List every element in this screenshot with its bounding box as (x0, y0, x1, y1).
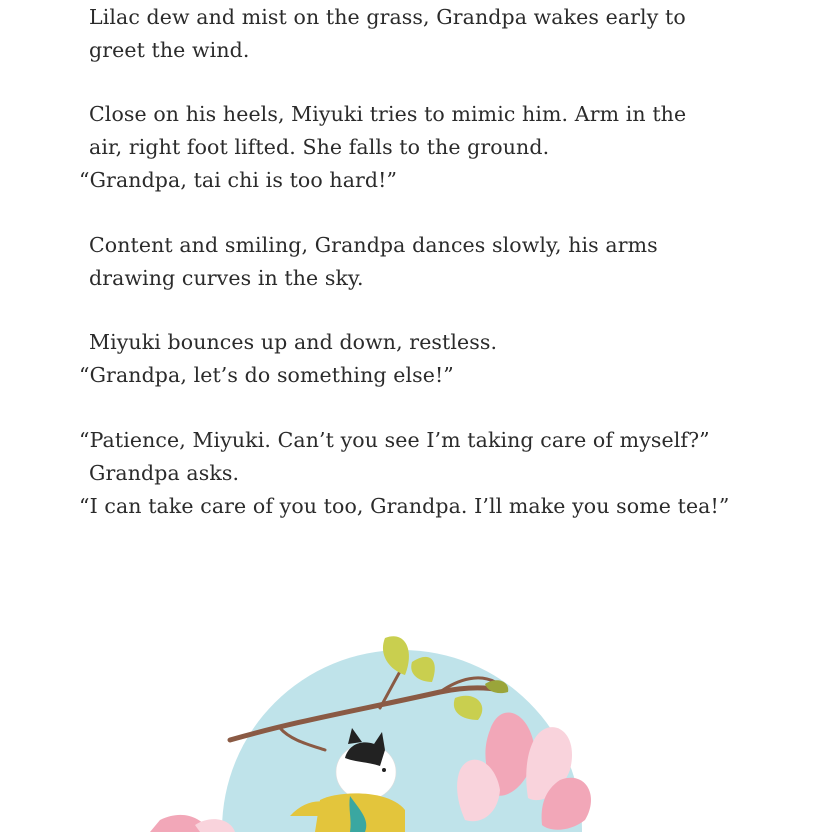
story-line: “Grandpa, tai chi is too hard!” (79, 168, 398, 192)
story-line: Close on his heels, Miyuki tries to mimic him. Arm in the (89, 102, 687, 126)
story-line: Lilac dew and mist on the grass, Grandpa wakes early to (89, 5, 686, 29)
magnolia-flower (150, 815, 235, 832)
story-line: Miyuki bounces up and down, restless. (89, 330, 498, 354)
story-line: Content and smiling, Grandpa dances slowly, his arms (89, 233, 658, 257)
story-line: “Grandpa, let’s do something else!” (79, 363, 454, 387)
story-line: “I can take care of you too, Grandpa. I’ll make you some tea!” (79, 494, 730, 518)
magnolia-cat-illustration (140, 620, 660, 832)
story-line: greet the wind. (89, 38, 250, 62)
story-line: drawing curves in the sky. (89, 266, 364, 290)
story-line: air, right foot lifted. She falls to the ground. (89, 135, 550, 159)
story-line: Grandpa asks. (89, 461, 240, 485)
story-line: “Patience, Miyuki. Can’t you see I’m taking care of myself?” (79, 428, 710, 452)
